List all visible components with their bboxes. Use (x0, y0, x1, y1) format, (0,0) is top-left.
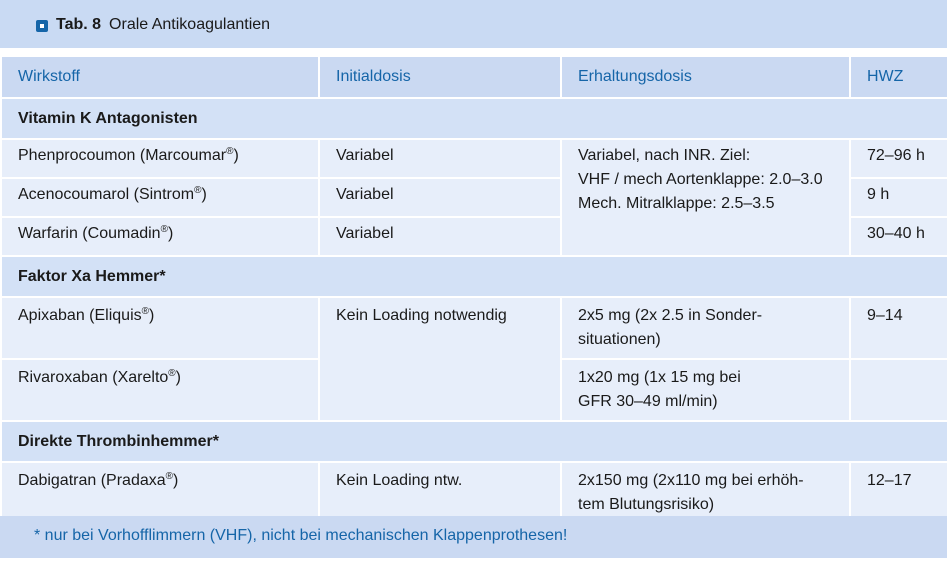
anticoagulants-table (0, 55, 947, 529)
half-life: 12–17 (850, 462, 947, 528)
table-row (1, 297, 947, 359)
drug-name: Warfarin (Coumadin®) (1, 217, 319, 256)
initial-dose: Variabel (319, 217, 561, 256)
registered-mark: ® (194, 185, 202, 196)
registered-mark: ® (168, 368, 176, 379)
drug-name: Rivaroxaban (Xarelto®) (1, 359, 319, 421)
initial-dose: Variabel (319, 178, 561, 217)
half-life: 72–96 h (850, 139, 947, 178)
maintenance-dose: Variabel, nach INR. Ziel: VHF / mech Aortenklappe: 2.0–3.0 Mech. Mitralklappe: 2.5–3.5 (561, 139, 850, 256)
section-row (1, 98, 947, 139)
table-footnote-bar (0, 516, 947, 558)
maintenance-dose: 2x150 mg (2x110 mg bei erhöh- tem Blutungsrisiko) (561, 462, 850, 528)
initial-dose: Variabel (319, 139, 561, 178)
section-label-thrombin: Direkte Thrombinhemmer* (1, 421, 947, 462)
drug-name: Dabigatran (Pradaxa®) (1, 462, 319, 528)
drug-name: Apixaban (Eliquis®) (1, 297, 319, 359)
table-row (1, 139, 947, 178)
half-life: 9 h (850, 178, 947, 217)
drug-name: Acenocoumarol (Sintrom®) (1, 178, 319, 217)
column-header-erhaltungsdosis: Erhaltungsdosis (561, 56, 850, 98)
half-life: 30–40 h (850, 217, 947, 256)
header-row (1, 56, 947, 98)
section-label-vka: Vitamin K Antagonisten (1, 98, 947, 139)
maintenance-dose: 1x20 mg (1x 15 mg bei GFR 30–49 ml/min) (561, 359, 850, 421)
column-header-initialdosis: Initialdosis (319, 56, 561, 98)
column-header-hwz: HWZ (850, 56, 947, 98)
footnote: * nur bei Vorhofflimmern (VHF), nicht bei mechanischen Klappenprothesen! (34, 527, 568, 544)
table-number: Tab. 8 (56, 16, 102, 33)
initial-dose: Kein Loading notwendig (319, 297, 561, 421)
column-header-wirkstoff: Wirkstoff (1, 56, 319, 98)
initial-dose: Kein Loading ntw. (319, 462, 561, 528)
square-bullet-icon (36, 20, 48, 32)
section-label-xa: Faktor Xa Hemmer* (1, 256, 947, 297)
section-row (1, 256, 947, 297)
registered-mark: ® (165, 471, 174, 482)
drug-name: Phenprocoumon (Marcoumar®) (1, 139, 319, 178)
table-title (56, 16, 270, 34)
half-life: 9–14 (850, 297, 947, 359)
half-life (850, 359, 947, 421)
registered-mark: ® (160, 224, 168, 235)
registered-mark: ® (141, 306, 149, 317)
table-caption: Orale Antikoagulantien (109, 16, 271, 33)
maintenance-dose: 2x5 mg (2x 2.5 in Sonder- situationen) (561, 297, 850, 359)
registered-mark: ® (226, 146, 234, 157)
section-row (1, 421, 947, 462)
table-title-bar (0, 0, 947, 48)
